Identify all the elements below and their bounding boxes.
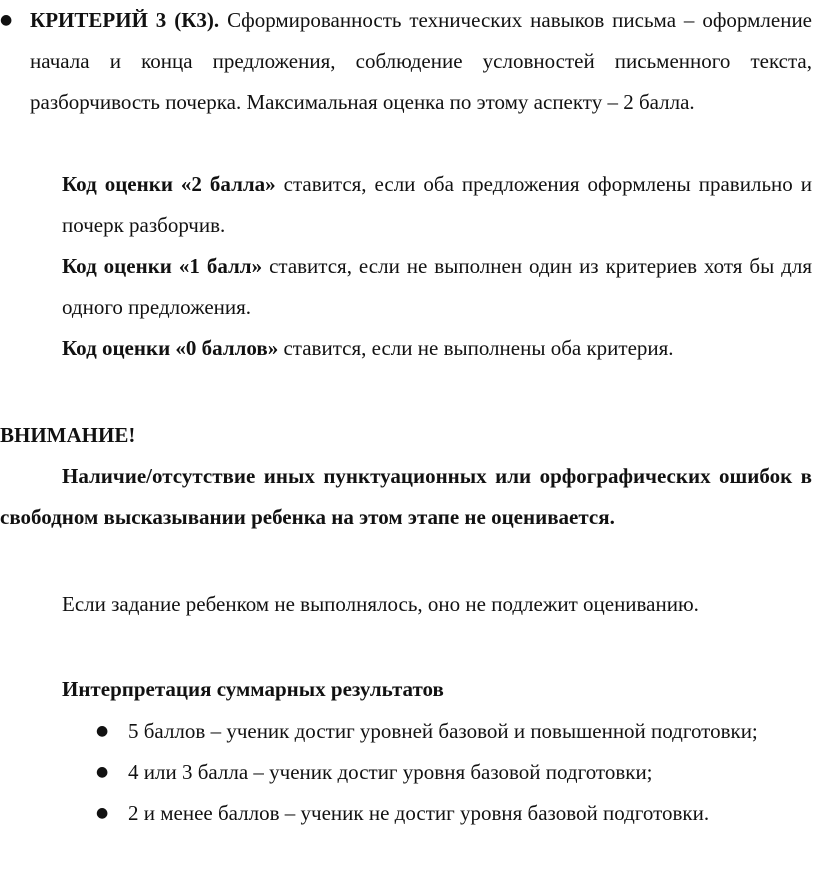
list-item bbox=[0, 711, 812, 752]
interpretation-list bbox=[0, 711, 812, 834]
list-item bbox=[0, 793, 812, 834]
not-done-note: Если задание ребенком не выполнялось, оно не подлежит оцениванию. bbox=[62, 592, 699, 616]
attention-heading: ВНИМАНИЕ! bbox=[0, 423, 136, 447]
code-paragraph-1 bbox=[62, 246, 812, 328]
attention-section bbox=[0, 415, 812, 538]
list-item-text: 5 баллов – ученик достиг уровней базовой и повышенной подготовки; bbox=[128, 719, 758, 743]
code-label-2: Код оценки «2 балла» bbox=[62, 172, 276, 196]
code-label-0: Код оценки «0 баллов» bbox=[62, 336, 279, 360]
interpretation-heading-section bbox=[0, 669, 812, 710]
criterion-section bbox=[0, 0, 812, 123]
bullet-icon: ● bbox=[96, 764, 109, 780]
bullet-icon: ● bbox=[0, 12, 13, 28]
bullet-icon: ● bbox=[96, 805, 109, 821]
code-label-1: Код оценки «1 балл» bbox=[62, 254, 263, 278]
criterion-paragraph bbox=[0, 0, 812, 123]
criterion-text: Сформированность технических навыков письма – оформление начала и конца предложения, соблюдение условностей письменного текста, разборчивость почерка. Максимальная оценка по этому аспекту – 2 балла. bbox=[30, 8, 812, 114]
list-item-text: 2 и менее баллов – ученик не достиг уровня базовой подготовки. bbox=[128, 801, 710, 825]
attention-text: Наличие/отсутствие иных пунктуационных или орфографических ошибок в свободном высказывании ребенка на этом этапе не оценивается. bbox=[0, 464, 812, 529]
criterion-title: КРИТЕРИЙ 3 (К3). bbox=[30, 8, 220, 32]
code-text-0: ставится, если не выполнены оба критерия. bbox=[278, 336, 674, 360]
codes-section bbox=[0, 164, 812, 369]
note-section bbox=[0, 584, 812, 625]
bullet-icon: ● bbox=[96, 723, 109, 739]
list-item-text: 4 или 3 балла – ученик достиг уровня базовой подготовки; bbox=[128, 760, 653, 784]
code-paragraph-2 bbox=[62, 164, 812, 246]
code-text-2: ставится, если оба предложения оформлены правильно и почерк разборчив. bbox=[62, 172, 812, 237]
list-item bbox=[0, 752, 812, 793]
interpretation-heading: Интерпретация суммарных результатов bbox=[62, 677, 444, 701]
code-text-1: ставится, если не выполнен один из критериев хотя бы для одного предложения. bbox=[62, 254, 813, 319]
code-paragraph-0 bbox=[62, 328, 812, 369]
